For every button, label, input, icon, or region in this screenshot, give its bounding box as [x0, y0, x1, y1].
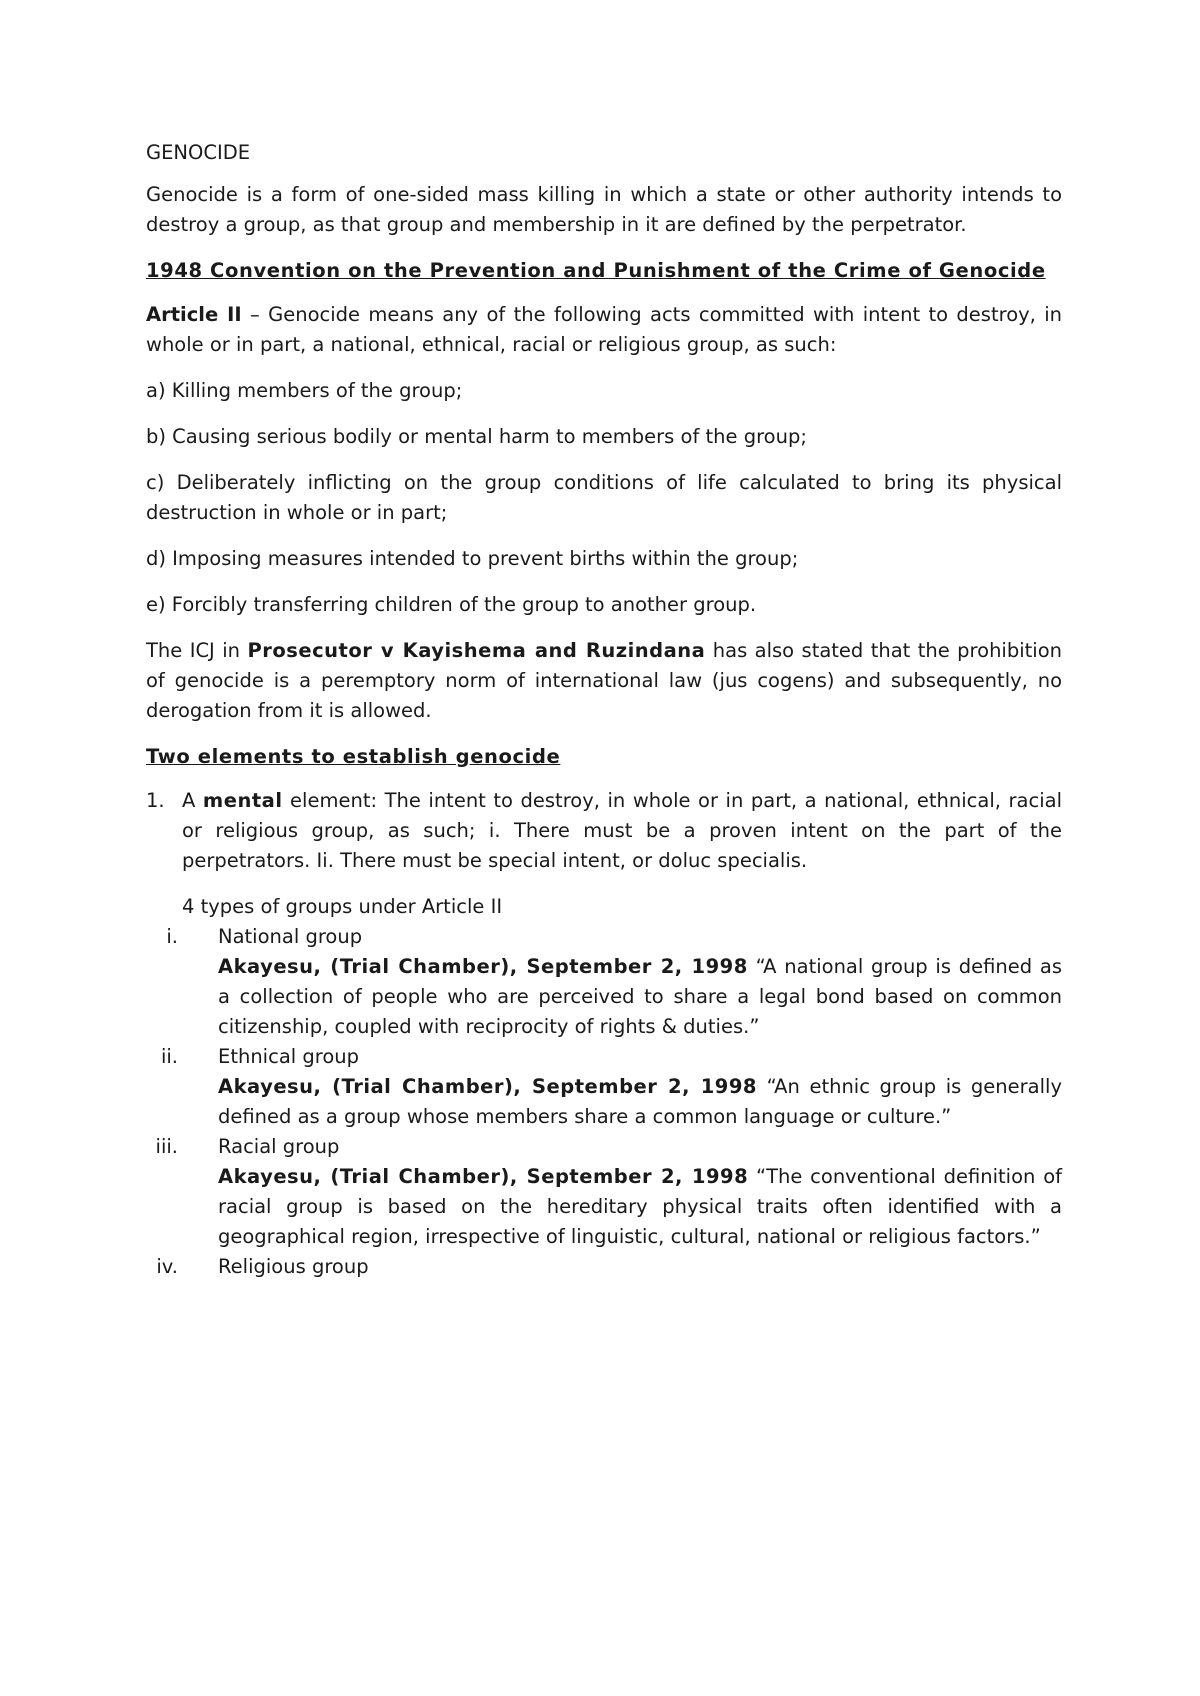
element-1: [146, 786, 1062, 876]
icj-case: Prosecutor v Kayishema and Ruzindana: [247, 639, 706, 662]
document-title: GENOCIDE: [146, 141, 251, 164]
document-page: [146, 138, 1062, 1282]
act-item: c) Deliberately inflicting on the group conditions of life calculated to bring its physical destruction in whole or in part;: [146, 471, 1062, 524]
act-item: d) Imposing measures intended to prevent births within the group;: [146, 547, 799, 570]
roman-marker: iv.: [156, 1255, 178, 1278]
case-quote: “An ethnic group is generally defined as a group whose members share a common language or culture.”: [218, 1075, 1062, 1128]
roman-marker: i.: [166, 925, 178, 948]
case-quote: “A national group is defined as a collection of people who are perceived to share a legal bond based on common citizenship, coupled with reciprocity of rights & duties.”: [218, 955, 1063, 1038]
roman-marker: ii.: [160, 1045, 178, 1068]
article-text: – Genocide means any of the following acts committed with intent to destroy, in whole or in part, a national, ethnical, racial or religious group, as such:: [146, 303, 1063, 356]
group-name: National group: [218, 925, 363, 948]
icj-paragraph: [146, 636, 1062, 726]
element-pre: A: [182, 789, 203, 812]
act-item: b) Causing serious bodily or mental harm to members of the group;: [146, 425, 807, 448]
article-label: Article II: [146, 303, 242, 326]
case-citation: Akayesu, (Trial Chamber), September 2, 1998: [218, 1165, 749, 1188]
group-description: [218, 952, 1062, 1042]
element-text: element: The intent to destroy, in whole or in part, a national, ethnical, racial or religious group, as such; i. There must be a proven intent on the part of the perpetrators. Ii. There must be special intent, or doluc specialis.: [182, 789, 1062, 872]
group-name: Ethnical group: [218, 1045, 360, 1068]
group-item-religious: [146, 1252, 1062, 1282]
group-item-ethnical: [146, 1042, 1062, 1132]
list-marker: 1.: [146, 789, 165, 812]
case-quote: “The conventional definition of racial group is based on the hereditary physical traits often identified with a geographical region, irrespective of linguistic, cultural, national or religious factors.”: [218, 1165, 1063, 1248]
group-description: [218, 1072, 1062, 1132]
group-item-national: [146, 922, 1062, 1042]
group-name: Racial group: [218, 1135, 340, 1158]
act-item: a) Killing members of the group;: [146, 379, 463, 402]
intro-paragraph: Genocide is a form of one-sided mass killing in which a state or other authority intends to destroy a group, as that group and membership in it are defined by the perpetrator.: [146, 183, 1062, 236]
group-item-racial: [146, 1132, 1062, 1252]
convention-heading: 1948 Convention on the Prevention and Punishment of the Crime of Genocide: [146, 259, 1046, 282]
roman-marker: iii.: [155, 1135, 178, 1158]
case-citation: Akayesu, (Trial Chamber), September 2, 1998: [218, 955, 748, 978]
elements-heading: Two elements to establish genocide: [146, 745, 561, 768]
act-item: e) Forcibly transferring children of the group to another group.: [146, 593, 757, 616]
group-description: [218, 1162, 1062, 1252]
groups-intro: 4 types of groups under Article II: [182, 895, 503, 918]
icj-pre: The ICJ in: [146, 639, 248, 662]
article-paragraph: [146, 300, 1062, 360]
case-citation: Akayesu, (Trial Chamber), September 2, 1998: [218, 1075, 757, 1098]
element-bold: mental: [202, 789, 283, 812]
icj-post: has also stated that the prohibition of genocide is a peremptory norm of international law (jus cogens) and subsequently, no derogation from it is allowed.: [146, 639, 1062, 722]
group-name: Religious group: [218, 1255, 369, 1278]
